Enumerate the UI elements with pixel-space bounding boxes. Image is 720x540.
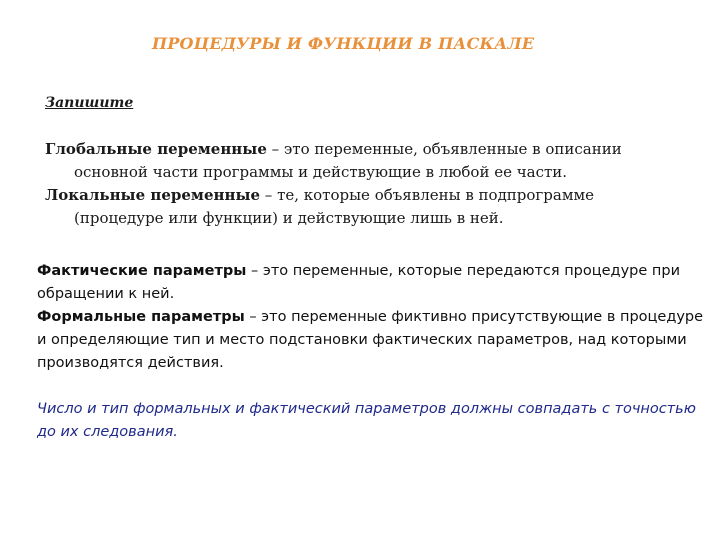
global-variables-definition <box>45 138 685 184</box>
local-variables-definition <box>45 184 685 230</box>
formal-parameters-text: – это переменные фиктивно присутствующие в процедуре и определяющие тип и место подстановки фактических параметров, над которыми производятся действия. <box>37 309 704 371</box>
parameters-block <box>37 260 707 444</box>
actual-parameters-term: Фактические параметры <box>37 263 247 279</box>
formal-parameters-definition <box>37 306 707 375</box>
global-variables-text: – это переменные, объявленные в описании основной части программы и действующие в любой ее части. <box>74 140 622 181</box>
formal-parameters-term: Формальные параметры <box>37 309 245 325</box>
actual-parameters-text: – это переменные, которые передаются процедуре при обращении к ней. <box>37 263 680 302</box>
local-variables-text: – те, которые объявлены в подпрограмме (процедуре или функции) и действующие лишь в ней. <box>74 186 595 227</box>
actual-parameters-definition <box>37 260 707 306</box>
slide-title: ПРОЦЕДУРЫ И ФУНКЦИИ В ПАСКАЛЕ <box>152 34 535 53</box>
parameters-note: Число и тип формальных и фактический параметров должны совпадать с точностью до их следования. <box>37 401 696 440</box>
write-down-label: Запишите <box>45 95 134 111</box>
local-variables-term: Локальные переменные <box>45 186 261 204</box>
definitions-block <box>45 92 685 230</box>
global-variables-term: Глобальные переменные <box>45 140 267 158</box>
